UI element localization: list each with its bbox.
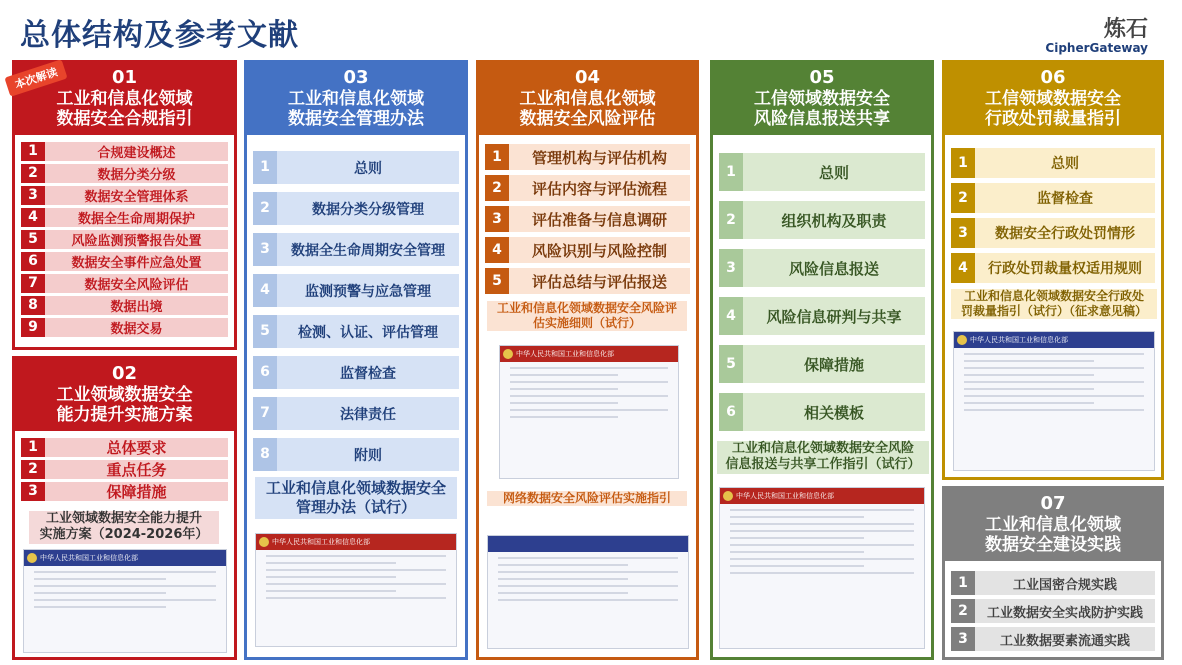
item-label: 数据全生命周期保护 xyxy=(77,212,195,228)
section-01-item[interactable] xyxy=(21,318,228,337)
item-number: 2 xyxy=(719,201,743,239)
item-number: 2 xyxy=(485,175,509,201)
item-number: 8 xyxy=(21,296,45,315)
item-label: 法律责任 xyxy=(340,406,396,423)
section-05-title: 工信领域数据安全 风险信息报送共享 xyxy=(754,88,890,129)
item-label: 合规建设概述 xyxy=(97,146,176,162)
item-label: 总则 xyxy=(1051,156,1079,173)
item-label: 监督检查 xyxy=(340,365,396,382)
section-01-item[interactable] xyxy=(21,274,228,293)
section-06[interactable] xyxy=(942,60,1164,480)
section-04-doc1-thumbnail[interactable] xyxy=(499,345,679,479)
section-04-doc1-caption[interactable]: 工业和信息化领域数据安全风险评 估实施细则（试行） xyxy=(487,301,687,331)
item-label: 行政处罚裁量权适用规则 xyxy=(988,261,1142,278)
section-03-item[interactable] xyxy=(253,315,459,348)
section-03-doc-thumbnail[interactable] xyxy=(255,533,457,647)
section-01-item[interactable] xyxy=(21,142,228,161)
item-label: 保障措施 xyxy=(106,483,167,502)
item-number: 3 xyxy=(485,206,509,232)
item-label: 总则 xyxy=(354,160,382,177)
section-06-item[interactable] xyxy=(951,218,1155,248)
section-04-item[interactable] xyxy=(485,237,690,263)
item-label: 数据分类分级管理 xyxy=(312,201,424,218)
item-label: 工业国密合规实践 xyxy=(1012,577,1117,593)
section-02-item[interactable] xyxy=(21,460,228,479)
item-label: 工业数据要素流通实践 xyxy=(999,633,1130,649)
item-label: 风险监测预警报告处置 xyxy=(71,234,202,250)
section-07-item[interactable] xyxy=(951,627,1155,651)
item-number: 3 xyxy=(253,233,277,266)
section-03-item[interactable] xyxy=(253,397,459,430)
section-05-item[interactable] xyxy=(719,297,925,335)
item-label: 管理机构与评估机构 xyxy=(531,148,667,167)
item-number: 2 xyxy=(21,164,45,183)
emblem-icon xyxy=(723,491,733,501)
item-number: 1 xyxy=(21,438,45,457)
section-01-title: 工业和信息化领域 数据安全合规指引 xyxy=(56,88,193,129)
page-title: 总体结构及参考文献 xyxy=(20,18,299,53)
section-06-doc-thumbnail[interactable] xyxy=(953,331,1155,471)
section-02-num: 02 xyxy=(111,363,138,384)
section-06-item[interactable] xyxy=(951,183,1155,213)
item-number: 1 xyxy=(719,153,743,191)
item-label: 数据安全管理体系 xyxy=(84,190,189,206)
section-04-title: 工业和信息化领域 数据安全风险评估 xyxy=(519,88,656,129)
section-06-doc-caption[interactable]: 工业和信息化领域数据安全行政处 罚裁量指引（试行）（征求意见稿） xyxy=(951,289,1157,319)
item-number: 4 xyxy=(951,253,975,283)
section-07[interactable] xyxy=(942,486,1164,660)
section-05-doc-caption[interactable]: 工业和信息化领域数据安全风险 信息报送与共享工作指引（试行） xyxy=(717,441,929,474)
section-01-item[interactable] xyxy=(21,208,228,227)
item-number: 4 xyxy=(719,297,743,335)
section-04-item[interactable] xyxy=(485,268,690,294)
item-number: 1 xyxy=(253,151,277,184)
section-04-item[interactable] xyxy=(485,206,690,232)
logo-cn: 炼石 xyxy=(1103,17,1148,42)
section-06-title: 工信领域数据安全 行政处罚裁量指引 xyxy=(985,88,1121,129)
item-label: 风险信息报送 xyxy=(788,259,879,278)
section-04-doc2-caption[interactable]: 网络数据安全风险评估实施指引 xyxy=(487,491,687,506)
section-04-item[interactable] xyxy=(485,144,690,170)
section-03-item[interactable] xyxy=(253,151,459,184)
section-06-item[interactable] xyxy=(951,253,1155,283)
item-number: 1 xyxy=(951,571,975,595)
logo-en: CipherGateway xyxy=(1045,41,1148,55)
section-05-item[interactable] xyxy=(719,201,925,239)
item-number: 8 xyxy=(253,438,277,471)
section-05[interactable] xyxy=(710,60,934,660)
item-number: 3 xyxy=(951,218,975,248)
item-number: 4 xyxy=(21,208,45,227)
item-number: 6 xyxy=(253,356,277,389)
section-01-item[interactable] xyxy=(21,230,228,249)
section-02-item[interactable] xyxy=(21,482,228,501)
item-label: 总则 xyxy=(818,163,849,182)
section-01-item[interactable] xyxy=(21,252,228,271)
item-number: 7 xyxy=(21,274,45,293)
section-04-num: 04 xyxy=(574,67,601,88)
item-label: 工业数据安全实战防护实践 xyxy=(986,605,1143,621)
item-label: 数据交易 xyxy=(110,322,163,338)
doc-header: 中华人民共和国工业和信息化部 xyxy=(970,336,1068,344)
doc-header: 中华人民共和国工业和信息化部 xyxy=(516,350,614,358)
item-label: 评估内容与评估流程 xyxy=(531,179,667,198)
section-02-title: 工业领域数据安全 能力提升实施方案 xyxy=(56,384,193,425)
section-05-num: 05 xyxy=(809,67,835,88)
item-label: 评估总结与评估报送 xyxy=(531,272,667,291)
item-label: 重点任务 xyxy=(106,461,167,480)
item-label: 数据出境 xyxy=(110,300,163,316)
section-02-doc-caption[interactable]: 工业领域数据安全能力提升 实施方案（2024-2026年） xyxy=(29,511,219,544)
item-number: 6 xyxy=(719,393,743,431)
section-03-item[interactable] xyxy=(253,356,459,389)
item-label: 相关模板 xyxy=(803,403,864,422)
item-number: 4 xyxy=(253,274,277,307)
section-03-item[interactable] xyxy=(253,438,459,471)
item-label: 附则 xyxy=(354,447,382,464)
reading-stamp: 本次解读 xyxy=(4,59,67,97)
item-number: 2 xyxy=(951,183,975,213)
item-number: 9 xyxy=(21,318,45,337)
item-label: 保障措施 xyxy=(803,355,864,374)
section-03-item[interactable] xyxy=(253,233,459,266)
item-label: 总体要求 xyxy=(106,439,167,458)
item-number: 5 xyxy=(21,230,45,249)
item-number: 2 xyxy=(253,192,277,225)
doc-header: 中华人民共和国工业和信息化部 xyxy=(736,492,834,500)
item-label: 风险识别与风险控制 xyxy=(531,241,667,260)
logo xyxy=(1045,12,1148,55)
emblem-icon xyxy=(259,537,269,547)
section-03-item[interactable] xyxy=(253,192,459,225)
doc-header: 中华人民共和国工业和信息化部 xyxy=(40,554,138,562)
item-number: 4 xyxy=(485,237,509,263)
section-05-item[interactable] xyxy=(719,249,925,287)
item-number: 2 xyxy=(951,599,975,623)
item-label: 风险信息研判与共享 xyxy=(766,307,902,326)
section-04-item[interactable] xyxy=(485,175,690,201)
section-01-item[interactable] xyxy=(21,164,228,183)
item-number: 1 xyxy=(485,144,509,170)
item-number: 3 xyxy=(719,249,743,287)
item-label: 数据全生命周期安全管理 xyxy=(291,242,445,259)
section-05-doc-thumbnail[interactable] xyxy=(719,487,925,649)
item-number: 3 xyxy=(951,627,975,651)
section-01-item[interactable] xyxy=(21,186,228,205)
item-number: 3 xyxy=(21,482,45,501)
item-number: 5 xyxy=(253,315,277,348)
section-07-item[interactable] xyxy=(951,599,1155,623)
item-label: 评估准备与信息调研 xyxy=(531,210,667,229)
section-07-num: 07 xyxy=(1040,493,1066,514)
item-label: 数据安全行政处罚情形 xyxy=(995,226,1135,243)
section-07-title: 工业和信息化领域 数据安全建设实践 xyxy=(985,514,1121,555)
item-label: 检测、认证、评估管理 xyxy=(298,324,438,341)
item-number: 2 xyxy=(21,460,45,479)
section-03-title: 工业和信息化领域 数据安全管理办法 xyxy=(288,88,424,129)
section-04-doc2-thumbnail[interactable] xyxy=(487,535,689,649)
item-label: 监督检查 xyxy=(1037,191,1093,208)
section-05-item[interactable] xyxy=(719,345,925,383)
section-01[interactable] xyxy=(12,60,237,350)
emblem-icon xyxy=(27,553,37,563)
item-number: 5 xyxy=(719,345,743,383)
item-label: 数据安全事件应急处置 xyxy=(71,256,202,272)
item-number: 5 xyxy=(485,268,509,294)
item-label: 监测预警与应急管理 xyxy=(305,283,431,300)
section-01-item[interactable] xyxy=(21,296,228,315)
section-05-item[interactable] xyxy=(719,153,925,191)
section-01-num: 01 xyxy=(111,67,138,88)
doc-header: 中华人民共和国工业和信息化部 xyxy=(272,538,370,546)
item-number: 6 xyxy=(21,252,45,271)
section-05-item[interactable] xyxy=(719,393,925,431)
item-label: 数据分类分级 xyxy=(97,168,176,184)
item-number: 3 xyxy=(21,186,45,205)
emblem-icon xyxy=(503,349,513,359)
item-label: 数据安全风险评估 xyxy=(84,278,189,294)
item-number: 1 xyxy=(21,142,45,161)
section-06-num: 06 xyxy=(1040,67,1066,88)
section-03[interactable] xyxy=(244,60,468,660)
item-number: 1 xyxy=(951,148,975,178)
section-07-item[interactable] xyxy=(951,571,1155,595)
section-02-doc-thumbnail[interactable] xyxy=(23,549,227,653)
section-06-item[interactable] xyxy=(951,148,1155,178)
section-02[interactable] xyxy=(12,356,237,660)
section-04[interactable] xyxy=(476,60,699,660)
item-number: 7 xyxy=(253,397,277,430)
section-03-doc-caption[interactable]: 工业和信息化领域数据安全 管理办法（试行） xyxy=(255,477,457,519)
section-03-num: 03 xyxy=(343,67,369,88)
item-label: 组织机构及职责 xyxy=(781,211,887,230)
section-02-item[interactable] xyxy=(21,438,228,457)
section-03-item[interactable] xyxy=(253,274,459,307)
emblem-icon xyxy=(957,335,967,345)
